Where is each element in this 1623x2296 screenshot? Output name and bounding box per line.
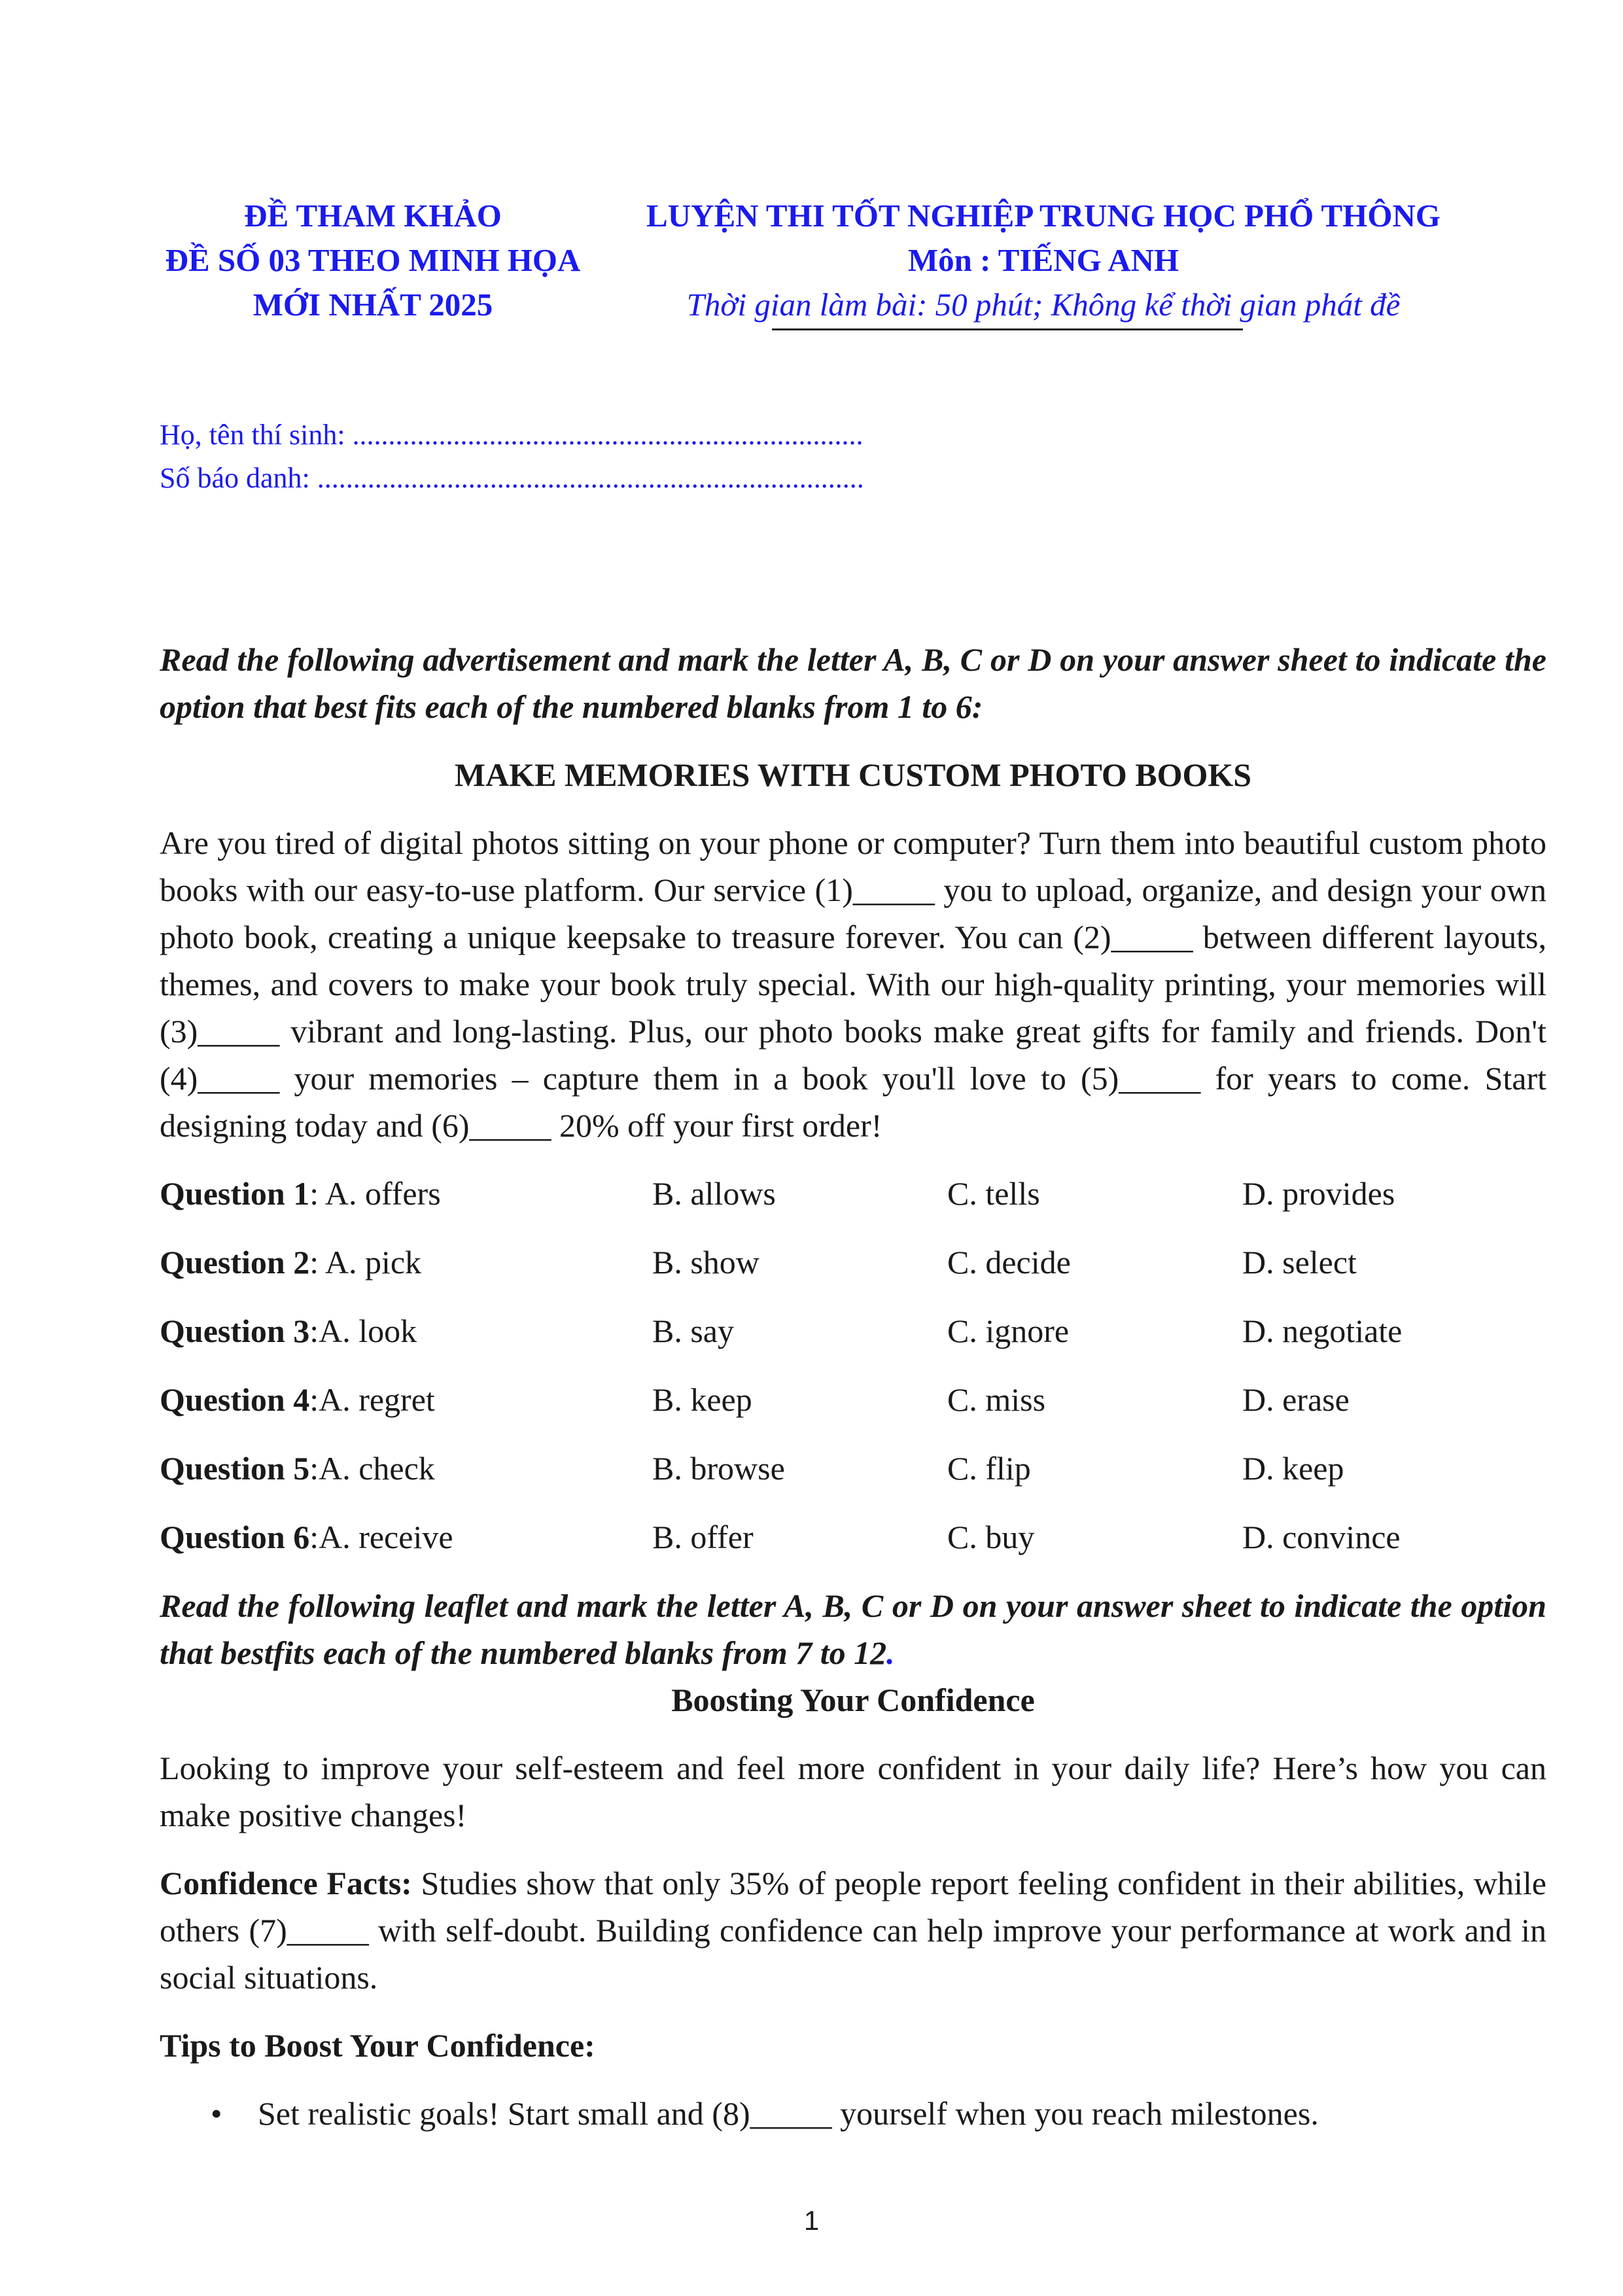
question-label: Question 1 — [160, 1175, 310, 1212]
option-d: D. provides — [1242, 1175, 1395, 1212]
option-b: B. say — [652, 1313, 734, 1349]
facts-text: Studies show that only 35% of people report feeling confident in their abilities, while others (7)_____ with self-doubt. Building confidence can help improve your performance at work and in social situations. — [160, 1865, 1546, 1996]
option-c: C. decide — [947, 1244, 1071, 1280]
candidate-name-line: Họ, tên thí sinh: ....................................................................... — [160, 419, 864, 451]
option-c: C. buy — [947, 1519, 1035, 1555]
exam-number: ĐỀ SỐ 03 THEO MINH HỌA — [165, 242, 581, 278]
question-separator: : — [309, 1519, 319, 1555]
facts-label: Confidence Facts: — [160, 1865, 412, 1901]
exam-subject: Môn : TIẾNG ANH — [907, 242, 1179, 278]
section1-passage: Are you tired of digital photos sitting on your phone or computer? Turn them into beautiful custom photo books with our easy-to-use platform. Our service (1)_____ you to upload, organize, and design your own photo book, creating a unique keepsake to treasure forever. You can (2)_____ between different layouts, themes, and covers to make your book truly special. With our high-quality printing, your memories will (3)_____ vibrant and long-lasting. Plus, our photo books make great gifts for family and friends. Don't (4)_____ your memories – capture them in a book you'll love to (5)_____ for years to come. Start designing today and (6)_____ 20% off your first order! — [160, 824, 1546, 1144]
exam-type: ĐỀ THAM KHẢO — [244, 198, 502, 234]
option-d: D. erase — [1242, 1381, 1350, 1418]
bullet-icon: • — [211, 2095, 222, 2132]
question-row — [160, 1376, 1546, 1423]
list-item — [160, 2090, 1546, 2137]
section1-title: MAKE MEMORIES WITH CUSTOM PHOTO BOOKS — [454, 756, 1252, 793]
header-divider — [772, 328, 1243, 330]
question-separator: : — [309, 1450, 319, 1487]
question-separator: : — [309, 1381, 319, 1418]
option-c: C. miss — [947, 1381, 1046, 1418]
option-b: B. offer — [652, 1519, 754, 1555]
candidate-info — [160, 414, 864, 500]
section2-facts — [160, 1860, 1546, 2001]
exam-header-left — [150, 194, 595, 327]
question-label: Question 2 — [160, 1244, 310, 1280]
question-row — [160, 1445, 1546, 1492]
question-row — [160, 1307, 1546, 1354]
question-row — [160, 1170, 1546, 1217]
option-b: B. allows — [652, 1175, 776, 1212]
bullet-text: Set realistic goals! Start small and (8)_____ yourself when you reach milestones. — [258, 2095, 1319, 2132]
question-row — [160, 1239, 1546, 1286]
option-c: C. ignore — [947, 1313, 1070, 1349]
option-b: B. keep — [652, 1381, 752, 1418]
exam-content — [160, 636, 1546, 2137]
option-c: C. flip — [947, 1450, 1031, 1487]
candidate-id-line: Số báo danh: ............................................................................ — [160, 462, 864, 494]
section2-title: Boosting Your Confidence — [671, 1682, 1035, 1718]
question-separator: : — [309, 1313, 319, 1349]
option-d: D. select — [1242, 1244, 1357, 1280]
section2-intro: Looking to improve your self-esteem and feel more confident in your daily life? Here’s how you can make positive changes! — [160, 1750, 1546, 1833]
question-label: Question 6 — [160, 1519, 310, 1555]
exam-title: LUYỆN THI TỐT NGHIỆP TRUNG HỌC PHỔ THÔNG — [646, 198, 1440, 234]
tips-heading: Tips to Boost Your Confidence: — [160, 2027, 595, 2064]
option-c: C. tells — [947, 1175, 1040, 1212]
question-label: Question 5 — [160, 1450, 310, 1487]
option-a: A. pick — [324, 1244, 422, 1280]
exam-year: MỚI NHẤT 2025 — [253, 287, 493, 323]
option-d: D. convince — [1242, 1519, 1401, 1555]
page-number: 1 — [803, 2205, 820, 2236]
option-b: B. browse — [652, 1450, 785, 1487]
option-d: D. keep — [1242, 1450, 1344, 1487]
exam-header-right — [608, 194, 1478, 327]
question-label: Question 3 — [160, 1313, 310, 1349]
section2-instruction — [160, 1582, 1546, 1676]
option-a: A. check — [319, 1450, 435, 1487]
question-list — [160, 1170, 1546, 1561]
question-separator: : — [309, 1175, 325, 1212]
section1-instruction: Read the following advertisement and mark the letter A, B, C or D on your answer sheet to indicate the option that best fits each of the numbered blanks from 1 to 6: — [160, 641, 1546, 725]
option-d: D. negotiate — [1242, 1313, 1403, 1349]
section2-instruction-text: Read the following leaflet and mark the letter A, B, C or D on your answer sheet to indicate the option that bestfits each of the numbered blanks from 7 to 12 — [160, 1587, 1546, 1671]
section2-instruction-period: . — [886, 1634, 895, 1671]
option-b: B. show — [652, 1244, 759, 1280]
option-a: A. receive — [319, 1519, 453, 1555]
question-row — [160, 1513, 1546, 1561]
option-a: A. regret — [319, 1381, 435, 1418]
question-label: Question 4 — [160, 1381, 310, 1418]
question-separator: : — [309, 1244, 325, 1280]
option-a: A. look — [319, 1313, 417, 1349]
exam-duration: Thời gian làm bài: 50 phút; Không kể thời gian phát đề — [686, 287, 1401, 323]
option-a: A. offers — [324, 1175, 441, 1212]
